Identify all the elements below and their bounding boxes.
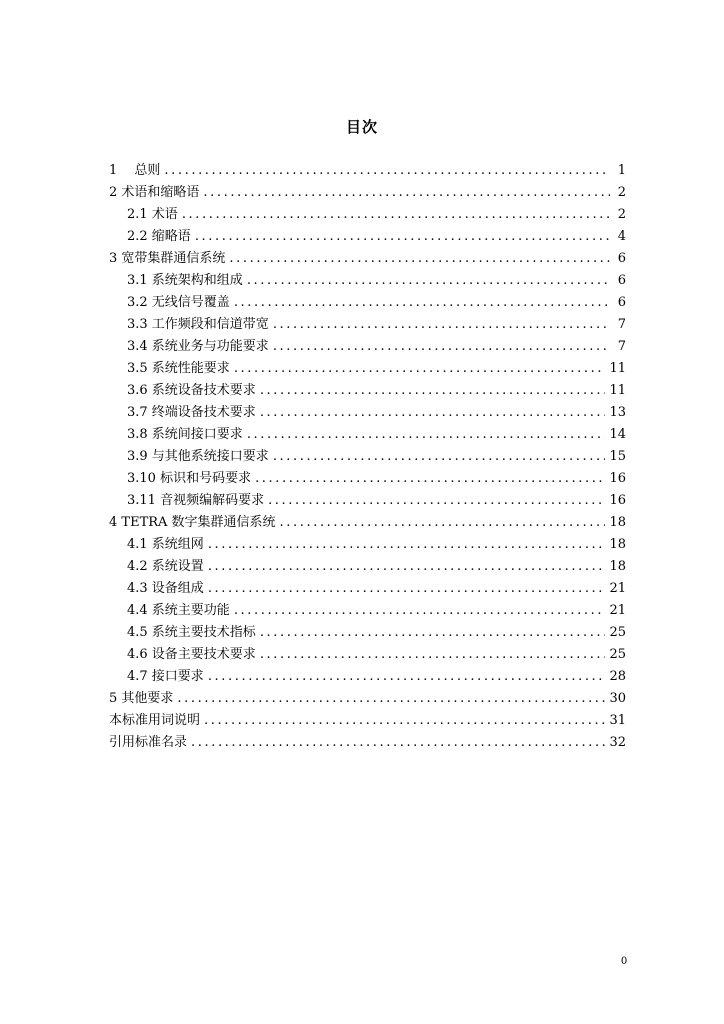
toc-leader-dots <box>234 292 610 314</box>
toc-leader-dots <box>247 424 606 446</box>
toc-entry-page: 13 <box>609 405 626 420</box>
toc-entry <box>109 644 626 666</box>
toc-entry-page: 21 <box>609 581 626 596</box>
page-number: 0 <box>620 956 628 967</box>
toc-leader-dots <box>229 248 610 270</box>
toc-entry-label: 4.2 系统设置 <box>127 559 204 574</box>
toc-entry <box>109 666 626 688</box>
toc-entry-page: 15 <box>609 449 626 464</box>
toc-entry-label: 4.3 设备组成 <box>127 581 204 596</box>
toc-entry <box>109 226 626 248</box>
toc-entry-page: 32 <box>609 735 626 750</box>
toc-entry-label: 2 术语和缩略语 <box>109 185 200 200</box>
toc-leader-dots <box>260 402 606 424</box>
toc-leader-dots <box>260 622 606 644</box>
toc-entry-label: 3.4 系统业务与功能要求 <box>127 339 269 354</box>
toc-leader-dots <box>177 688 605 710</box>
toc-entry-label: 2.2 缩略语 <box>127 229 191 244</box>
toc-leader-dots <box>182 204 610 226</box>
toc-entry-page: 6 <box>617 273 626 288</box>
toc-entry-page: 18 <box>609 537 626 552</box>
toc-entry <box>109 358 626 380</box>
toc-entry-page: 18 <box>609 559 626 574</box>
toc-leader-dots <box>280 512 606 534</box>
toc-entry-label: 3.6 系统设备技术要求 <box>127 383 256 398</box>
toc-leader-dots <box>195 226 610 248</box>
toc-entry <box>109 204 626 226</box>
toc-entry-page: 1 <box>617 163 626 178</box>
toc-entry-label: 3 宽带集群通信系统 <box>109 251 226 266</box>
toc-leader-dots <box>208 666 606 688</box>
toc-entry-page: 11 <box>609 383 626 398</box>
toc-entry-label: 3.8 系统间接口要求 <box>127 427 243 442</box>
toc-entry-label: 3.9 与其他系统接口要求 <box>127 449 269 464</box>
toc-entry-page: 16 <box>609 471 626 486</box>
toc-entry-page: 16 <box>609 493 626 508</box>
toc-entry-page: 14 <box>609 427 626 442</box>
toc-leader-dots <box>208 534 606 556</box>
toc-entry <box>109 710 626 732</box>
toc-entry <box>109 336 626 358</box>
page-title: 目次 <box>345 118 378 136</box>
toc-entry-label: 4.5 系统主要技术指标 <box>127 625 256 640</box>
toc-entry-label: 3.10 标识和号码要求 <box>127 471 252 486</box>
toc-entry-label: 4.6 设备主要技术要求 <box>127 647 256 662</box>
toc-entry <box>109 248 626 270</box>
toc-leader-dots <box>273 314 610 336</box>
toc-entry-page: 28 <box>609 669 626 684</box>
toc-entry-label: 3.1 系统架构和组成 <box>127 273 243 288</box>
toc-entry-page: 31 <box>609 713 626 728</box>
toc-entry <box>109 160 626 182</box>
toc-leader-dots <box>204 710 605 732</box>
toc-entry-label: 引用标准名录 <box>109 735 188 750</box>
toc-entry <box>109 490 626 512</box>
toc-entry <box>109 556 626 578</box>
toc-leader-dots <box>273 336 610 358</box>
table-of-contents <box>109 160 626 754</box>
toc-entry <box>109 314 626 336</box>
toc-leader-dots <box>247 270 610 292</box>
toc-entry-label: 1 总则 <box>109 163 161 178</box>
toc-entry-label: 3.5 系统性能要求 <box>127 361 230 376</box>
toc-entry-page: 6 <box>617 251 626 266</box>
toc-entry <box>109 182 626 204</box>
toc-leader-dots <box>273 446 606 468</box>
toc-entry-label: 3.2 无线信号覆盖 <box>127 295 230 310</box>
toc-entry-label: 4.1 系统组网 <box>127 537 204 552</box>
toc-entry <box>109 578 626 600</box>
toc-leader-dots <box>191 732 605 754</box>
toc-entry <box>109 622 626 644</box>
toc-entry <box>109 380 626 402</box>
toc-entry <box>109 402 626 424</box>
toc-entry-page: 30 <box>609 691 626 706</box>
toc-entry <box>109 270 626 292</box>
toc-entry-label: 3.7 终端设备技术要求 <box>127 405 256 420</box>
toc-leader-dots <box>208 556 606 578</box>
toc-entry-label: 4 TETRA 数字集群通信系统 <box>109 515 276 530</box>
toc-entry <box>109 468 626 490</box>
toc-entry-page: 6 <box>617 295 626 310</box>
toc-entry <box>109 446 626 468</box>
toc-entry <box>109 512 626 534</box>
toc-entry <box>109 534 626 556</box>
toc-entry-page: 25 <box>609 625 626 640</box>
toc-entry-page: 4 <box>617 229 626 244</box>
toc-leader-dots <box>234 358 606 380</box>
toc-entry <box>109 600 626 622</box>
toc-leader-dots <box>260 644 606 666</box>
toc-entry <box>109 424 626 446</box>
toc-leader-dots <box>268 490 605 512</box>
toc-entry <box>109 292 626 314</box>
toc-entry-page: 2 <box>617 207 626 222</box>
toc-entry-label: 4.4 系统主要功能 <box>127 603 230 618</box>
toc-entry-label: 5 其他要求 <box>109 691 174 706</box>
toc-entry-page: 25 <box>609 647 626 662</box>
toc-leader-dots <box>208 578 606 600</box>
toc-entry-page: 7 <box>617 339 626 354</box>
toc-entry-label: 4.7 接口要求 <box>127 669 204 684</box>
toc-entry-page: 11 <box>609 361 626 376</box>
toc-leader-dots <box>260 380 606 402</box>
toc-leader-dots <box>203 182 610 204</box>
toc-leader-dots <box>234 600 606 622</box>
toc-entry <box>109 688 626 710</box>
toc-entry-label: 3.11 音视频编解码要求 <box>127 493 265 508</box>
toc-entry-label: 本标准用词说明 <box>109 713 201 728</box>
toc-entry-label: 2.1 术语 <box>127 207 178 222</box>
toc-leader-dots <box>255 468 605 490</box>
toc-entry <box>109 732 626 754</box>
toc-entry-label: 3.3 工作频段和信道带宽 <box>127 317 269 332</box>
toc-entry-page: 7 <box>617 317 626 332</box>
toc-entry-page: 18 <box>609 515 626 530</box>
toc-entry-page: 21 <box>609 603 626 618</box>
toc-leader-dots <box>164 160 610 182</box>
toc-entry-page: 2 <box>617 185 626 200</box>
